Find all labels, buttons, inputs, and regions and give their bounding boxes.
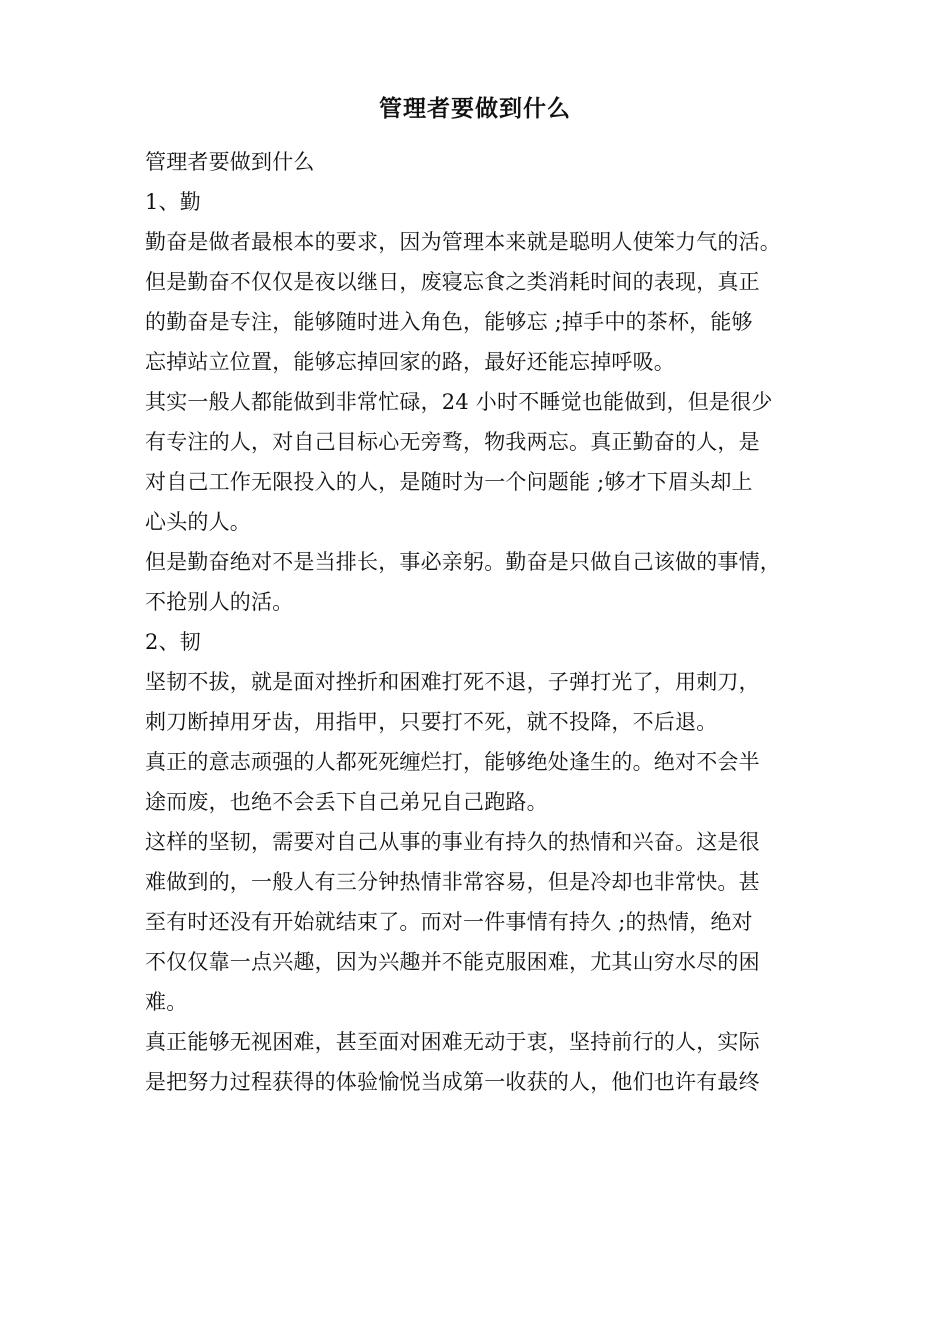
- text-line: 真正的意志顽强的人都死死缠烂打，能够绝处逢生的。绝对不会半: [145, 750, 760, 774]
- text-line: 其实一般人都能做到非常忙碌，24 小时不睡觉也能做到，但是很少: [145, 390, 773, 414]
- text-line: 这样的坚韧，需要对自己从事的事业有持久的热情和兴奋。这是很: [145, 830, 760, 854]
- text-line: 心头的人。: [145, 510, 251, 534]
- paragraph: [145, 1022, 815, 1102]
- text-line: 真正能够无视困难，甚至面对困难无动于衷，坚持前行的人，实际: [145, 1030, 760, 1054]
- text-line: 不仅仅靠一点兴趣，因为兴趣并不能克服困难，尤其山穷水尽的困: [145, 950, 760, 974]
- text-line: 1、勤: [145, 190, 201, 214]
- document-title: 管理者要做到什么: [379, 96, 571, 122]
- document-body: [145, 142, 815, 1102]
- text-line: 有专注的人，对自己目标心无旁骛，物我两忘。真正勤奋的人，是: [145, 430, 760, 454]
- text-line: 勤奋是做者最根本的要求，因为管理本来就是聪明人使笨力气的活。: [145, 230, 781, 254]
- text-line: 2、韧: [145, 630, 201, 654]
- text-line: 是把努力过程获得的体验愉悦当成第一收获的人，他们也许有最终: [145, 1070, 760, 1094]
- text-line: 但是勤奋不仅仅是夜以继日，废寝忘食之类消耗时间的表现，真正: [145, 270, 760, 294]
- text-line: 忘掉站立位置，能够忘掉回家的路，最好还能忘掉呼吸。: [145, 350, 675, 374]
- text-line: 对自己工作无限投入的人，是随时为一个问题能 ;够才下眉头却上: [145, 470, 753, 494]
- paragraph: [145, 222, 815, 382]
- text-line: 但是勤奋绝对不是当排长，事必亲躬。勤奋是只做自己该做的事情，: [145, 550, 781, 574]
- text-line: 管理者要做到什么: [145, 150, 315, 174]
- text-line: 不抢别人的活。: [145, 590, 294, 614]
- text-line: 至有时还没有开始就结束了。而对一件事情有持久 ;的热情，绝对: [145, 910, 753, 934]
- text-line: 难做到的，一般人有三分钟热情非常容易，但是冷却也非常快。甚: [145, 870, 760, 894]
- paragraph: [145, 662, 815, 742]
- text-line: 的勤奋是专注，能够随时进入角色，能够忘 ;掉手中的茶杯，能够: [145, 310, 753, 334]
- paragraph: [145, 542, 815, 622]
- paragraph: [145, 822, 815, 1022]
- paragraph: [145, 742, 815, 822]
- text-line: 坚韧不拔，就是面对挫折和困难打死不退，子弹打光了，用刺刀，: [145, 670, 760, 694]
- paragraph: [145, 382, 815, 542]
- paragraph: [145, 142, 815, 182]
- text-line: 刺刀断掉用牙齿，用指甲，只要打不死，就不投降，不后退。: [145, 710, 718, 734]
- text-line: 难。: [145, 990, 188, 1014]
- text-line: 途而废，也绝不会丢下自己弟兄自己跑路。: [145, 790, 548, 814]
- paragraph: [145, 182, 815, 222]
- paragraph: [145, 622, 815, 662]
